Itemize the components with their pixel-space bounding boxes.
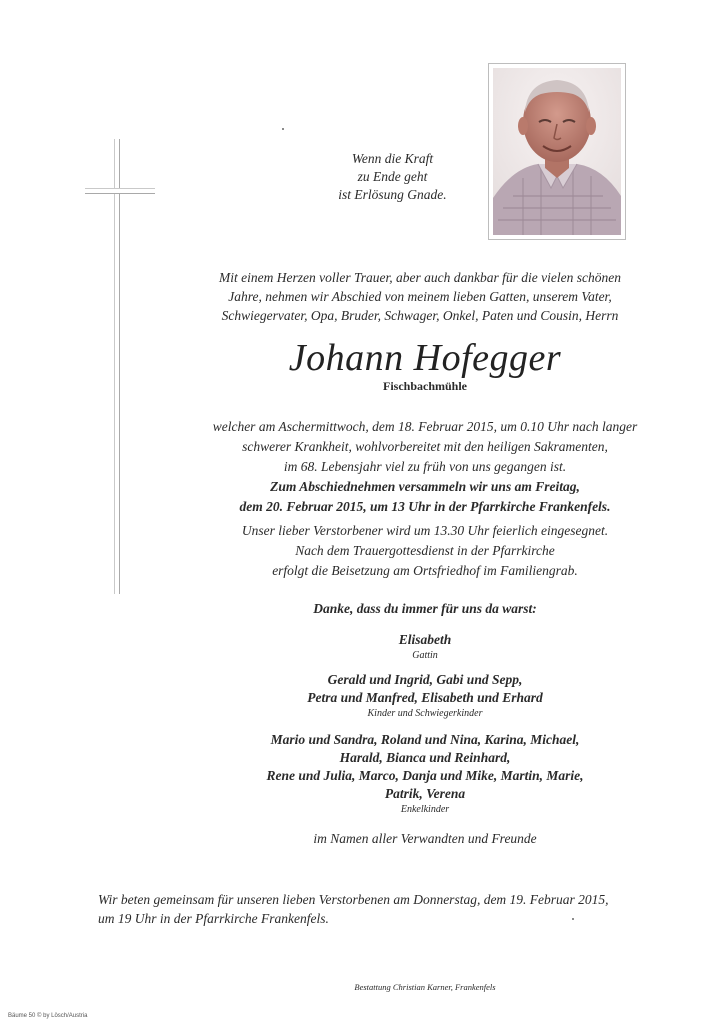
prayer-line: Wir beten gemeinsam für unseren lieben Verstorbenen am Donnerstag, dem 19. Februar 2015, [98, 892, 609, 907]
deceased-name: Johann Hofegger [288, 337, 562, 379]
portrait-photo [493, 68, 621, 235]
print-footer-note: Bäume 50 © by Lösch/Austria [8, 1013, 88, 1019]
intro-line: Mit einem Herzen voller Trauer, aber auch dankbar für die vielen schönen [219, 270, 621, 285]
cross-horizontal-bar [85, 188, 155, 194]
spouse-name: Elisabeth [398, 632, 452, 647]
deceased-subtitle: Fischbachmühle [382, 379, 467, 393]
speck [572, 918, 574, 920]
gathering-line: dem 20. Februar 2015, um 13 Uhr in der Pfarrkirche Frankenfels. [239, 499, 611, 514]
intro-line: Jahre, nehmen wir Abschied von meinem lieben Gatten, unserem Vater, [228, 289, 612, 304]
children-names-line: Gerald und Ingrid, Gabi und Sepp, [327, 672, 523, 687]
farewell-gathering [170, 477, 680, 517]
thanks-line: Danke, dass du immer für uns da warst: [313, 601, 537, 616]
death-notice-line: welcher am Aschermittwoch, dem 18. Februar 2015, um 0.10 Uhr nach langer [212, 419, 638, 434]
verse-line: ist Erlösung Gnade. [338, 187, 447, 202]
undertaker-credit: Bestattung Christian Karner, Frankenfels [354, 982, 496, 992]
family-grandchildren [200, 731, 650, 816]
blessing-info [170, 521, 680, 581]
death-notice-line: im 68. Lebensjahr viel zu früh von uns gegangen ist. [283, 459, 567, 474]
grandchildren-names-line: Rene und Julia, Marco, Danja und Mike, Martin, Marie, [266, 768, 584, 783]
death-notice-line: schwerer Krankheit, wohlvorbereitet mit den heiligen Sakramenten, [242, 439, 608, 454]
speck [282, 128, 284, 130]
blessing-line: erfolgt die Beisetzung am Ortsfriedhof im Familiengrab. [272, 563, 578, 578]
verse-line: zu Ende geht [357, 169, 428, 184]
grandchildren-role: Enkelkinder [400, 804, 450, 815]
memorial-verse [300, 150, 485, 204]
closing-line: im Namen aller Verwandten und Freunde [313, 831, 537, 846]
prayer-line: um 19 Uhr in der Pfarrkirche Frankenfels. [98, 911, 329, 926]
spouse-role: Gattin [412, 650, 438, 661]
death-notice [170, 417, 680, 477]
portrait-photo-frame [488, 63, 626, 240]
blessing-line: Nach dem Trauergottesdienst in der Pfarrkirche [295, 543, 555, 558]
grandchildren-names-line: Mario und Sandra, Roland und Nina, Karina, Michael, [270, 732, 580, 747]
intro-text [170, 268, 670, 325]
children-names-line: Petra und Manfred, Elisabeth und Erhard [307, 690, 543, 705]
intro-line: Schwiegervater, Opa, Bruder, Schwager, Onkel, Paten und Cousin, Herrn [221, 308, 619, 323]
prayer-notice [98, 890, 698, 928]
verse-line: Wenn die Kraft [351, 151, 434, 166]
blessing-line: Unser lieber Verstorbener wird um 13.30 Uhr feierlich eingesegnet. [241, 523, 609, 538]
grandchildren-names-line: Harald, Bianca und Reinhard, [339, 750, 511, 765]
gathering-line: Zum Abschiednehmen versammeln wir uns am Freitag, [270, 479, 580, 494]
portrait-photo-icon [493, 68, 621, 235]
children-role: Kinder und Schwiegerkinder [367, 708, 483, 719]
grandchildren-names-line: Patrik, Verena [384, 786, 466, 801]
cross-vertical-bar [114, 139, 120, 594]
family-children [200, 671, 650, 720]
family-spouse [200, 631, 650, 662]
